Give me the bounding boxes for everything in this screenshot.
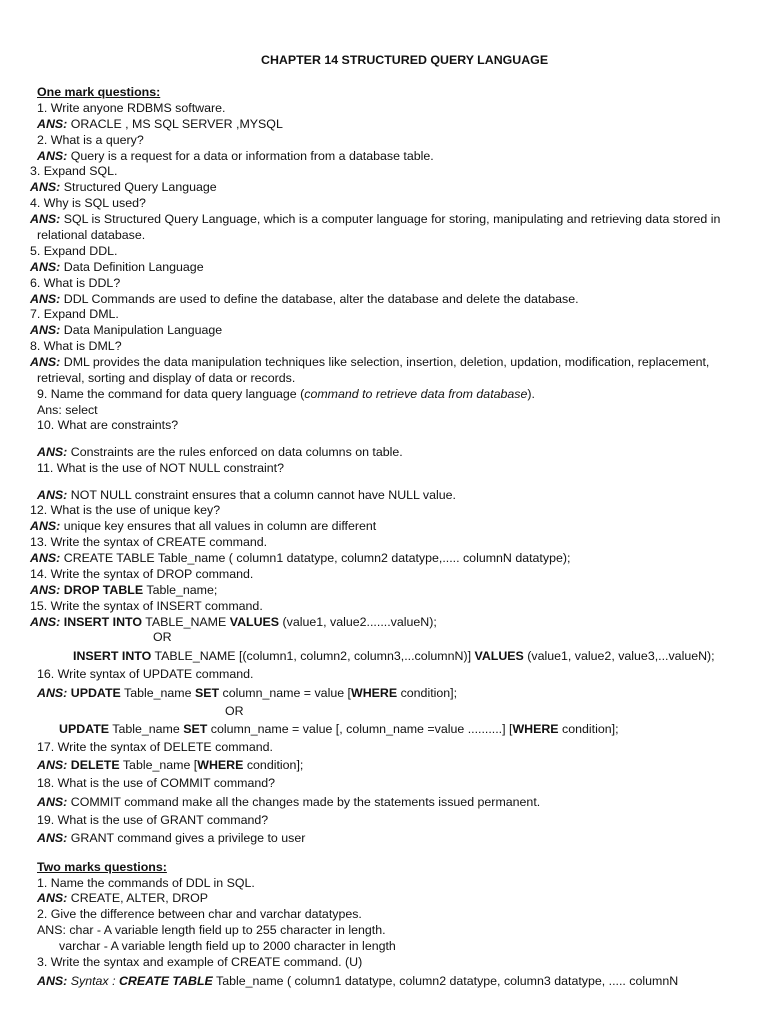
answer-6: ANS: DDL Commands are used to define the database, alter the database and delete the database. xyxy=(30,292,579,306)
two-mark-answer-2: ANS: char - A variable length field up to 255 character in length. xyxy=(37,923,386,937)
answer-12: ANS: unique key ensures that all values in column are different xyxy=(30,519,377,533)
answer-13: ANS: CREATE TABLE Table_name ( column1 datatype, column2 datatype,..... columnN datatype); xyxy=(30,551,571,565)
one-mark-heading: One mark questions: xyxy=(37,85,161,99)
question-17: 17. Write the syntax of DELETE command. xyxy=(37,740,273,754)
question-10: 10. What are constraints? xyxy=(37,418,179,432)
question-5: 5. Expand DDL. xyxy=(30,244,118,258)
answer-19: ANS: GRANT command gives a privilege to user xyxy=(37,831,306,845)
question-14: 14. Write the syntax of DROP command. xyxy=(30,567,254,581)
answer-15: ANS: INSERT INTO TABLE_NAME VALUES (value1, value2.......valueN); xyxy=(30,615,437,629)
answer-10: ANS: Constraints are the rules enforced on data columns on table. xyxy=(37,445,403,459)
answer-5: ANS: Data Definition Language xyxy=(30,260,204,274)
two-mark-answer-3: ANS: Syntax : CREATE TABLE Table_name ( column1 datatype, column2 datatype, column3 datatype, ..... columnN xyxy=(37,974,679,988)
answer-17: ANS: DELETE Table_name [WHERE condition]; xyxy=(37,758,304,772)
two-mark-question-2: 2. Give the difference between char and varchar datatypes. xyxy=(37,907,362,921)
two-mark-answer-2-cont: varchar - A variable length field up to 2000 character in length xyxy=(59,939,396,953)
question-13: 13. Write the syntax of CREATE command. xyxy=(30,535,268,549)
two-mark-question-3: 3. Write the syntax and example of CREATE command. (U) xyxy=(37,955,363,969)
two-mark-heading: Two marks questions: xyxy=(37,860,167,874)
question-2: 2. What is a query? xyxy=(37,133,144,147)
question-16: 16. Write syntax of UPDATE command. xyxy=(37,667,254,681)
page-title: CHAPTER 14 STRUCTURED QUERY LANGUAGE xyxy=(261,53,549,67)
answer-15-alt: INSERT INTO TABLE_NAME [(column1, column2, column3,...columnN)] VALUES (value1, value2, value3,...valueN); xyxy=(73,649,715,663)
question-15: 15. Write the syntax of INSERT command. xyxy=(30,599,263,613)
question-4: 4. Why is SQL used? xyxy=(30,196,146,210)
or-separator-1: OR xyxy=(153,630,172,644)
question-1: 1. Write anyone RDBMS software. xyxy=(37,101,226,115)
or-separator-2: OR xyxy=(225,704,244,718)
answer-16: ANS: UPDATE Table_name SET column_name = value [WHERE condition]; xyxy=(37,686,458,700)
question-9: 9. Name the command for data query language (command to retrieve data from database). xyxy=(37,387,535,401)
answer-18: ANS: COMMIT command make all the changes made by the statements issued permanent. xyxy=(37,795,541,809)
answer-16-alt: UPDATE Table_name SET column_name = value [, column_name =value ..........] [WHERE condition]; xyxy=(59,722,619,736)
answer-2: ANS: Query is a request for a data or information from a database table. xyxy=(37,149,434,163)
answer-8: ANS: DML provides the data manipulation techniques like selection, insertion, deletion, updation, modification, replacement, xyxy=(30,355,710,369)
question-6: 6. What is DDL? xyxy=(30,276,121,290)
answer-1: ANS: ORACLE , MS SQL SERVER ,MYSQL xyxy=(37,117,283,131)
answer-3: ANS: Structured Query Language xyxy=(30,180,217,194)
question-11: 11. What is the use of NOT NULL constraint? xyxy=(37,461,285,475)
two-mark-answer-1: ANS: CREATE, ALTER, DROP xyxy=(37,891,208,905)
question-3: 3. Expand SQL. xyxy=(30,164,118,178)
answer-8-cont: retrieval, sorting and display of data or records. xyxy=(37,371,296,385)
answer-9: Ans: select xyxy=(37,403,98,417)
question-19: 19. What is the use of GRANT command? xyxy=(37,813,269,827)
question-18: 18. What is the use of COMMIT command? xyxy=(37,776,276,790)
answer-11: ANS: NOT NULL constraint ensures that a column cannot have NULL value. xyxy=(37,488,456,502)
answer-4-cont: relational database. xyxy=(37,228,146,242)
answer-14: ANS: DROP TABLE Table_name; xyxy=(30,583,218,597)
question-12: 12. What is the use of unique key? xyxy=(30,503,221,517)
question-7: 7. Expand DML. xyxy=(30,307,119,321)
question-8: 8. What is DML? xyxy=(30,339,122,353)
answer-4: ANS: SQL is Structured Query Language, which is a computer language for storing, manipulating and retrieving data stored in xyxy=(30,212,721,226)
two-mark-question-1: 1. Name the commands of DDL in SQL. xyxy=(37,876,255,890)
answer-7: ANS: Data Manipulation Language xyxy=(30,323,223,337)
